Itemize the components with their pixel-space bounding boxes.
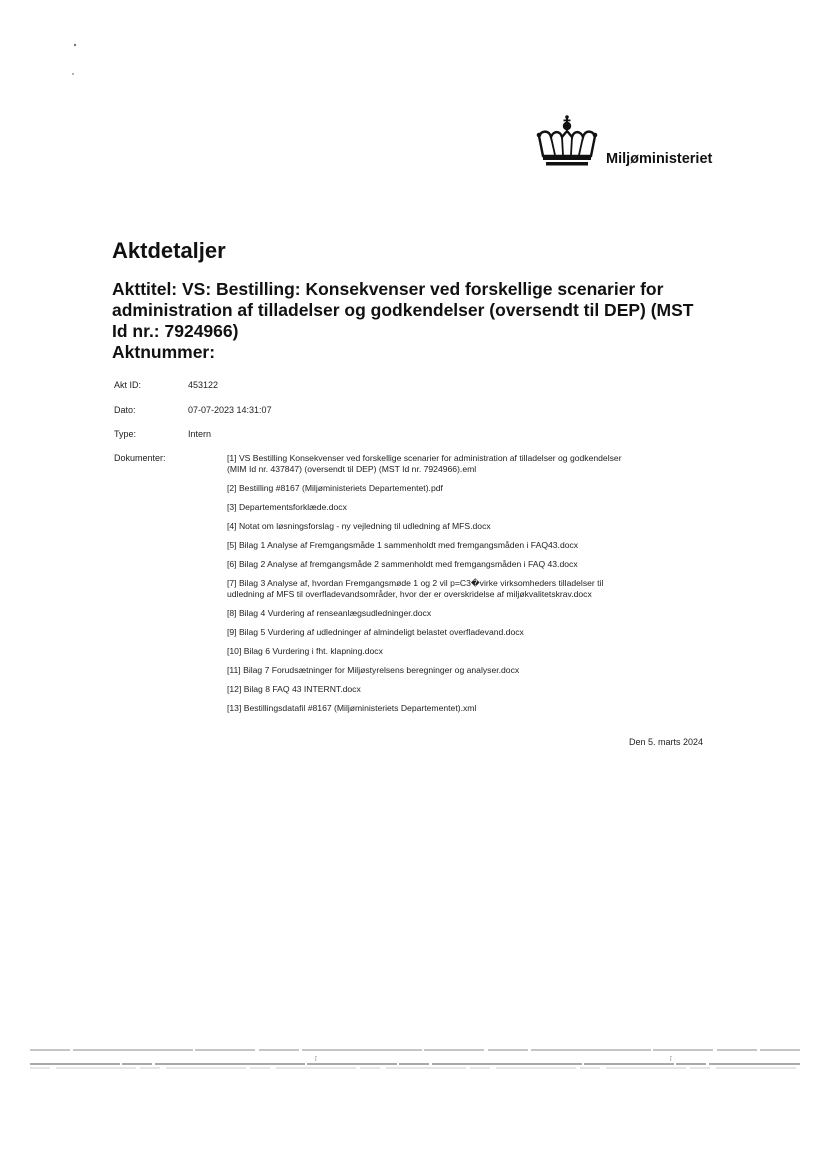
document-item-line: [11] Bilag 7 Forudsætninger for Miljøstyrelsens beregninger og analyser.docx bbox=[227, 665, 520, 675]
crown-icon bbox=[536, 114, 598, 170]
dokumenter-label: Dokumenter: bbox=[114, 453, 166, 463]
document-item bbox=[227, 646, 717, 657]
akt-title-line: Id nr.: 7924966) bbox=[112, 321, 239, 341]
document-item bbox=[227, 483, 717, 494]
scan-bottom-rules bbox=[30, 1044, 800, 1074]
page-title: Aktdetaljer bbox=[112, 238, 226, 263]
akt-number-heading: Aktnummer: bbox=[112, 342, 216, 362]
document-list bbox=[227, 453, 717, 722]
document-item-line: (MIM Id nr. 437847) (oversendt til DEP) (MST Id nr. 7924966).eml bbox=[227, 464, 477, 474]
document-item bbox=[227, 608, 717, 619]
akt-id-label: Akt ID: bbox=[114, 380, 142, 390]
document-item bbox=[227, 521, 717, 532]
document-item bbox=[227, 540, 717, 551]
akt-title-line: Akttitel: VS: Bestilling: Konsekvenser ved forskellige scenarier for bbox=[112, 279, 664, 299]
document-item bbox=[227, 453, 717, 475]
document-item-line: udledning af MFS til overfladevandsområder, hvor der er overskridelse af miljøkvalitetskrav.docx bbox=[227, 589, 592, 599]
svg-text:ĭ: ĭ bbox=[670, 1056, 672, 1063]
document-item bbox=[227, 502, 717, 513]
scan-speck-mark bbox=[70, 40, 82, 80]
footer-date: Den 5. marts 2024 bbox=[628, 737, 703, 747]
dato-label: Dato: bbox=[114, 405, 136, 415]
document-item-line: [1] VS Bestilling Konsekvenser ved forskellige scenarier for administration af tilladelser og godkendelser bbox=[227, 453, 622, 463]
document-item-line: [5] Bilag 1 Analyse af Fremgangsmåde 1 sammenholdt med fremgangsmåden i FAQ43.docx bbox=[227, 540, 579, 550]
akt-title-block bbox=[112, 279, 732, 363]
document-item bbox=[227, 665, 717, 676]
ministry-logo bbox=[536, 114, 736, 174]
document-item-line: [13] Bestillingsdatafil #8167 (Miljøministeriets Departementet).xml bbox=[227, 703, 477, 713]
dato-value: 07-07-2023 14:31:07 bbox=[188, 405, 272, 415]
ministry-name: Miljøministeriet bbox=[606, 151, 713, 167]
akt-title-line: administration af tilladelser og godkendelser (oversendt til DEP) (MST bbox=[112, 300, 694, 320]
document-item-line: [8] Bilag 4 Vurdering af renseanlægsudledninger.docx bbox=[227, 608, 432, 618]
document-item bbox=[227, 703, 717, 714]
document-item bbox=[227, 578, 717, 600]
akt-id-value: 453122 bbox=[188, 380, 219, 390]
document-item bbox=[227, 627, 717, 638]
document-item-line: [6] Bilag 2 Analyse af fremgangsmåde 2 sammenholdt med fremgangsmåden i FAQ 43.docx bbox=[227, 559, 578, 569]
document-item bbox=[227, 684, 717, 695]
document-item-line: [12] Bilag 8 FAQ 43 INTERNT.docx bbox=[227, 684, 361, 694]
type-value: Intern bbox=[188, 429, 212, 439]
type-label: Type: bbox=[114, 429, 137, 439]
svg-text:ĭ: ĭ bbox=[315, 1056, 317, 1063]
document-item-line: [7] Bilag 3 Analyse af, hvordan Fremgangsmøde 1 og 2 vil p=C3�virke virksomheders tilladelser til bbox=[227, 578, 604, 588]
document-item-line: [10] Bilag 6 Vurdering i fht. klapning.docx bbox=[227, 646, 383, 656]
document-item-line: [3] Departementsforklæde.docx bbox=[227, 502, 347, 512]
document-item-line: [9] Bilag 5 Vurdering af udledninger af almindeligt belastet overfladevand.docx bbox=[227, 627, 524, 637]
document-item-line: [2] Bestilling #8167 (Miljøministeriets Departementet).pdf bbox=[227, 483, 443, 493]
document-item bbox=[227, 559, 717, 570]
document-item-line: [4] Notat om løsningsforslag - ny vejledning til udledning af MFS.docx bbox=[227, 521, 491, 531]
